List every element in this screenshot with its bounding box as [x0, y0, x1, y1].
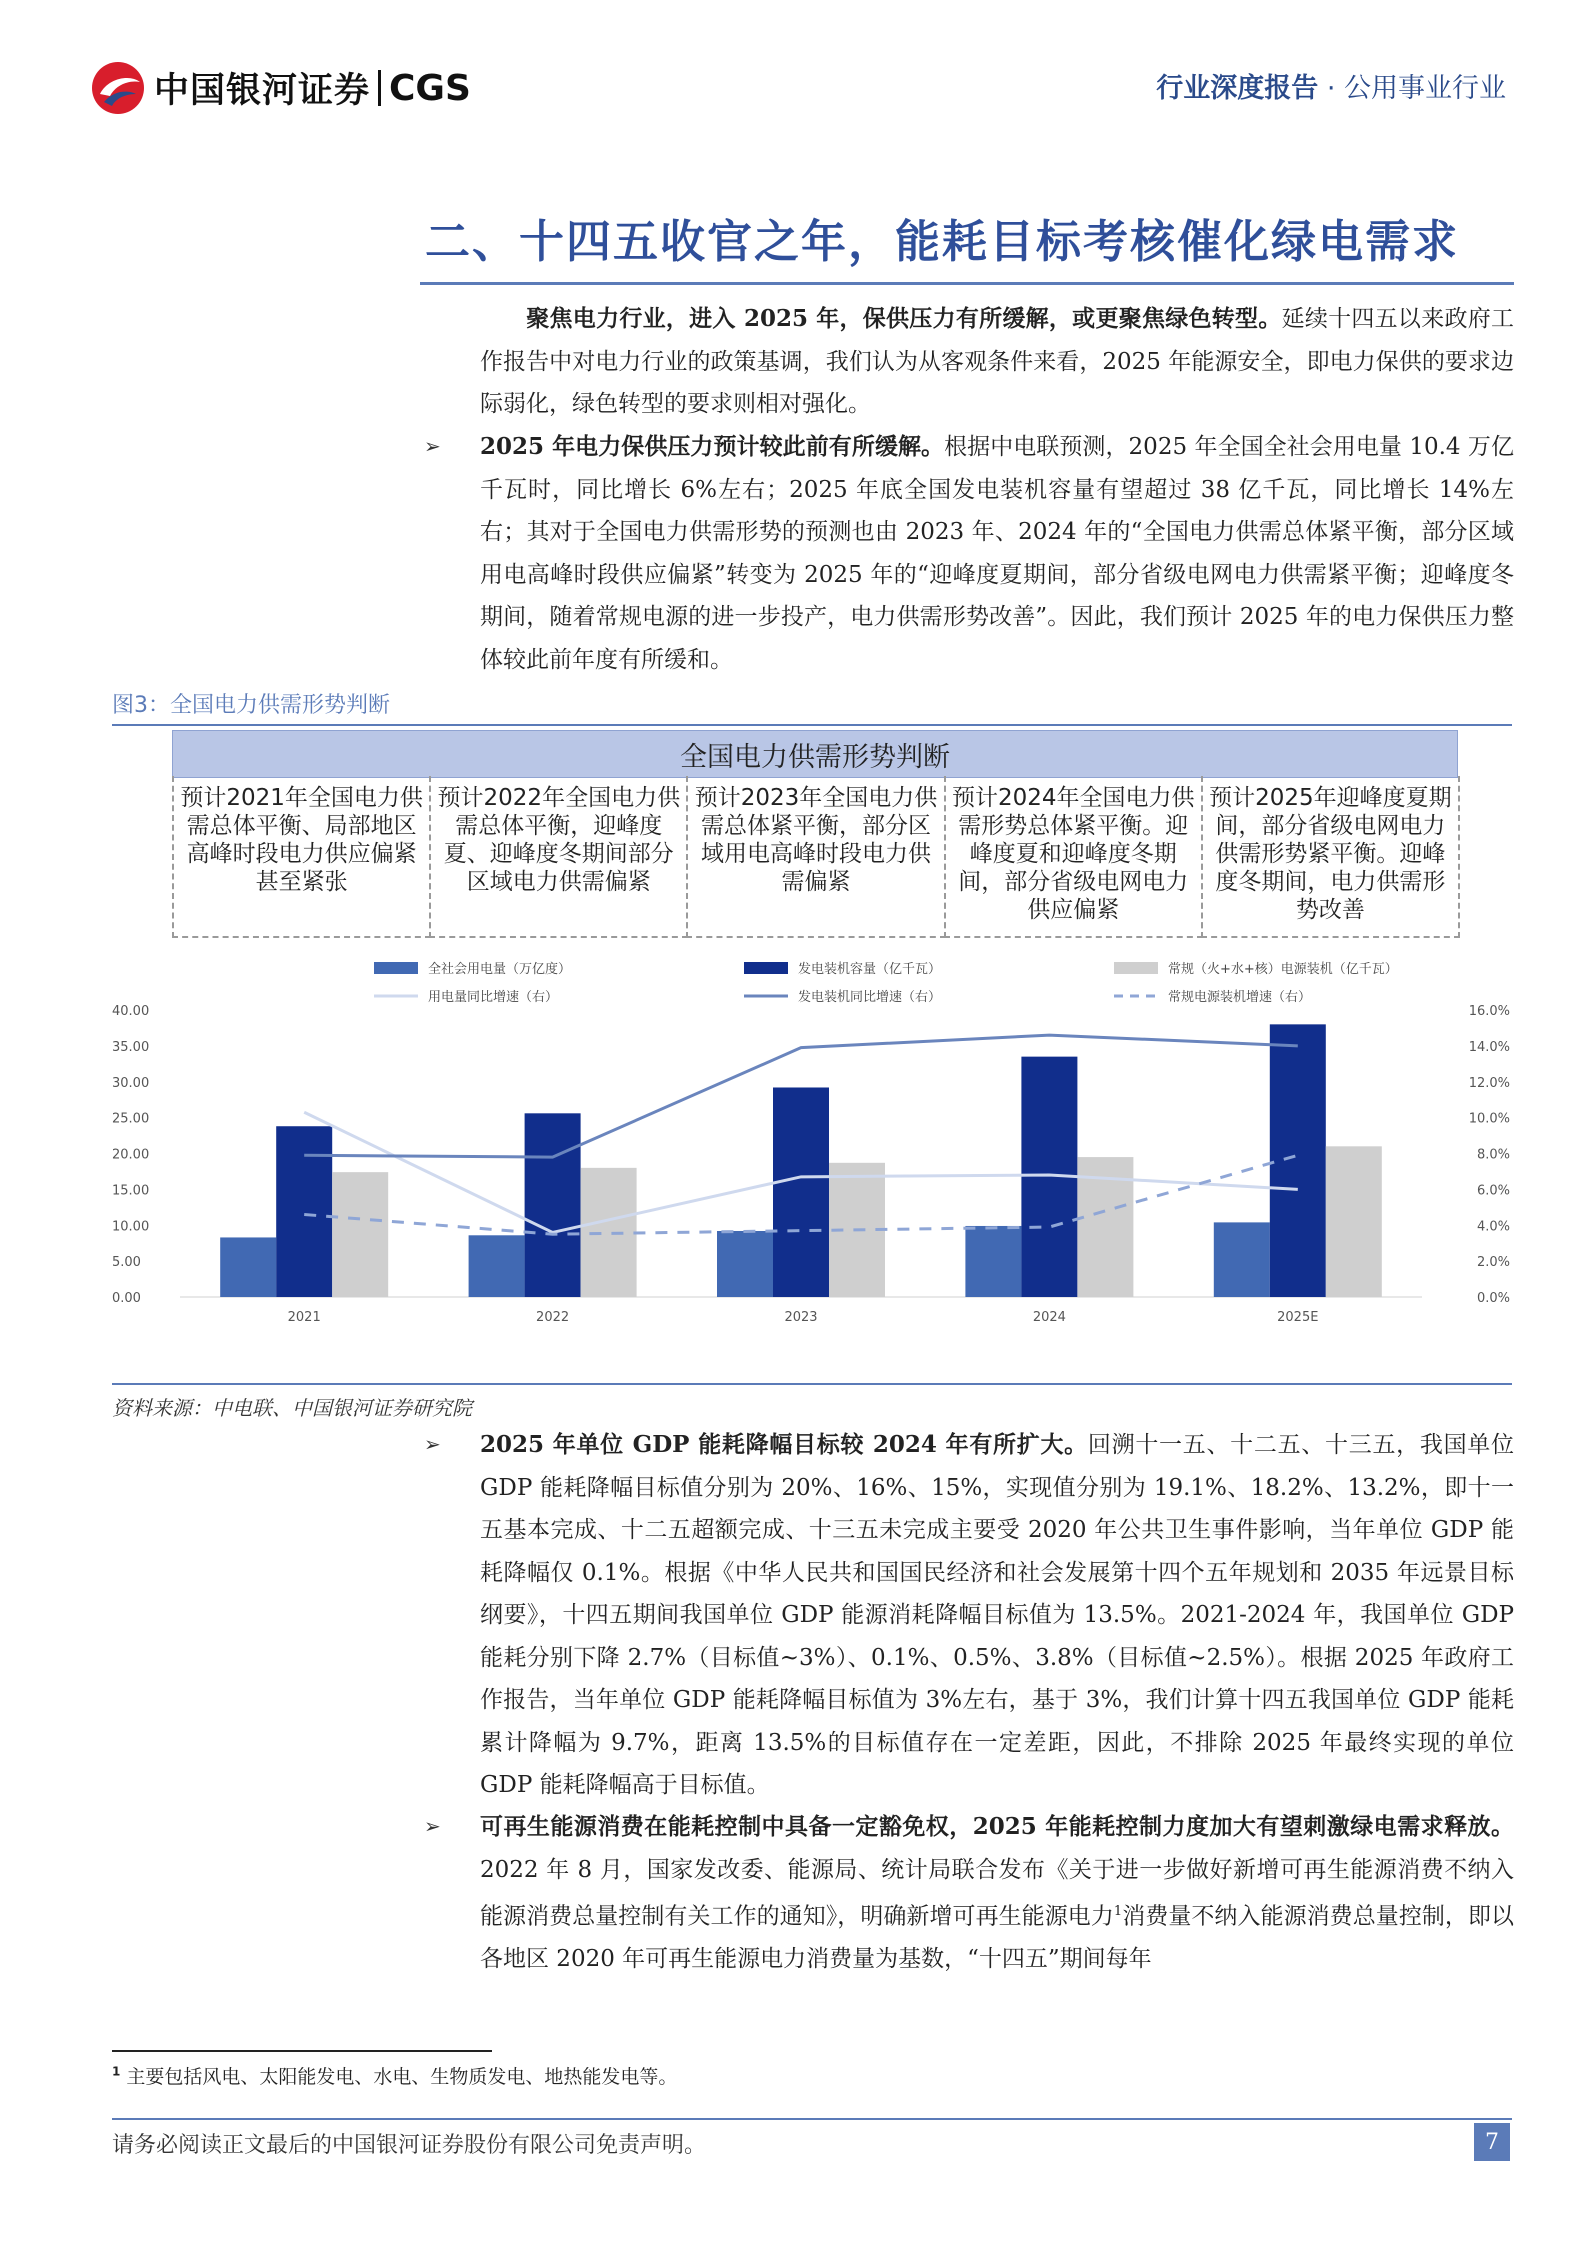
bar	[332, 1172, 388, 1297]
page-number: 7	[1474, 2123, 1510, 2161]
y-tick-label: 35.00	[112, 1039, 150, 1055]
bullet1-text: 根据中电联预测，2025 年全国全社会用电量 10.4 万亿千瓦时，同比增长 6%左右；2025 年底全国发电装机容量有望超过 38 亿千瓦，同比增长 14%左右；其对于全国电力供需形势的预测也由 2023 年、2024 年的“全国电力供需总体紧平衡，部分区域用电高峰时段供应偏紧”转变为 2025 年的“迎峰度夏期间，部分省级电网电力供需紧平衡；迎峰度冬期间，随着常规电源的进一步投产，电力供需形势改善”。因此，我们预计 2025 年的电力保供压力整体较此前年度有所缓和。	[480, 434, 1514, 673]
y-tick-label: 30.00	[112, 1075, 150, 1091]
y2-tick-label: 16.0%	[1468, 1004, 1510, 1019]
bullet3-text-a: 2022 年 8 月，国家发改委、能源局、统计局联合发布《关于进一步做好新增可再生能源消费不纳入能源消费总量控制有关工作的通知》，明确新增可再生能源电力	[480, 1856, 1514, 1930]
y2-tick-label: 8.0%	[1476, 1147, 1510, 1163]
legend-swatch	[1114, 962, 1158, 974]
bar	[1214, 1222, 1270, 1297]
x-tick-label: 2024	[1032, 1310, 1066, 1325]
panel-title: 全国电力供需形势判断	[172, 730, 1458, 778]
bar	[1270, 1024, 1326, 1297]
y-tick-label: 5.00	[112, 1255, 141, 1271]
y2-tick-label: 6.0%	[1476, 1183, 1510, 1199]
report-type: 行业深度报告	[1156, 73, 1319, 104]
bar	[581, 1168, 637, 1297]
footnote-ref[interactable]: 1	[1113, 1904, 1123, 1919]
bullet-icon: ➢	[424, 1432, 441, 1456]
logo-en: CGS	[389, 67, 471, 109]
bar	[469, 1235, 525, 1297]
footnote	[112, 2062, 677, 2089]
legend-label: 发电装机容量（亿千瓦）	[798, 962, 942, 977]
bullet-paragraph-1	[480, 426, 1514, 681]
bullet2-bold: 2025 年单位 GDP 能耗降幅目标较 2024 年有所扩大。	[480, 1431, 1088, 1458]
bullet3-text-b: 消费量不纳入能源消费总量控制，即以各地区 2020 年可再生能源电力消费量为基数，“十四五”期间每年	[480, 1903, 1515, 1973]
bullet-icon: ➢	[424, 1814, 441, 1838]
legend-label: 全社会用电量（万亿度）	[428, 962, 572, 977]
legend-label: 常规（火+水+核）电源装机（亿千瓦）	[1168, 962, 1398, 977]
legend-label: 用电量同比增速（右）	[428, 990, 559, 1005]
footer-disclaimer: 请务必阅读正文最后的中国银河证券股份有限公司免责声明。	[112, 2133, 707, 2158]
forecast-panel-2021: 预计2021年全国电力供需总体平衡、局部地区高峰时段电力供应偏紧甚至紧张	[172, 776, 431, 938]
bar	[965, 1226, 1021, 1297]
y-tick-label: 10.00	[112, 1219, 150, 1235]
bar	[717, 1231, 773, 1297]
bullet2-text: 回溯十一五、十二五、十三五，我国单位 GDP 能耗降幅目标值分别为 20%、16%、15%，实现值分别为 19.1%、18.2%、13.2%，即十一五基本完成、十二五超额完成、十三五未完成主要受 2020 年公共卫生事件影响，当年单位 GDP 能耗降幅仅 0.1%。根据《中华人民共和国国民经济和社会发展第十四个五年规划和 2035 年远景目标纲要》，十四五期间我国单位 GDP 能源消耗降幅目标值为 13.5%。2021-2024 年，我国单位 GDP 能耗分别下降 2.7%（目标值~3%）、0.1%、0.5%、3.8%（目标值~2.5%）。根据 2025 年政府工作报告，当年单位 GDP 能耗降幅目标值为 3%左右，基于 3%，我们计算十四五我国单位 GDP 能耗累计降幅为 9.7%，距离 13.5%的目标值存在一定差距，因此，不排除 2025 年最终实现的单位 GDP 能耗降幅高于目标值。	[480, 1432, 1515, 1798]
bullet1-bold: 2025 年电力保供压力预计较此前有所缓解。	[480, 433, 945, 460]
y-tick-label: 0.00	[112, 1291, 141, 1306]
figure-source: 资料来源：中电联、中国银河证券研究院	[112, 1396, 472, 1420]
industry: 公用事业行业	[1344, 73, 1506, 104]
figure-top-rule	[112, 724, 1512, 726]
x-tick-label: 2023	[784, 1310, 818, 1325]
bar	[276, 1126, 332, 1297]
logo-separator	[378, 70, 381, 106]
forecast-panel-2023: 预计2023年全国电力供需总体紧平衡，部分区域用电高峰时段电力供需偏紧	[686, 776, 945, 938]
legend-swatch	[744, 962, 788, 974]
y2-tick-label: 2.0%	[1476, 1255, 1510, 1271]
header-report-info	[1156, 66, 1506, 105]
y-tick-label: 15.00	[112, 1183, 150, 1199]
legend-label: 常规电源装机增速（右）	[1168, 990, 1312, 1005]
section-divider	[420, 282, 1514, 285]
footer-divider	[112, 2118, 1512, 2120]
y2-tick-label: 4.0%	[1476, 1219, 1510, 1235]
figure-caption: 图3：全国电力供需形势判断	[112, 693, 390, 718]
x-tick-label: 2025E	[1277, 1310, 1319, 1325]
y2-tick-label: 10.0%	[1468, 1111, 1510, 1127]
y-tick-label: 40.00	[112, 1004, 150, 1019]
x-tick-label: 2021	[287, 1310, 321, 1325]
intro-paragraph	[480, 298, 1514, 426]
figure-bottom-rule	[112, 1383, 1512, 1385]
intro-bold: 聚焦电力行业，进入 2025 年，保供压力有所缓解，或更聚焦绿色转型。	[526, 305, 1282, 332]
intro-text: 延续十四五以来政府工作报告中对电力行业的政策基调，我们认为从客观条件来看，2025 年能源安全，即电力保供的要求边际弱化，绿色转型的要求则相对强化。	[480, 306, 1515, 417]
forecast-panel-2022: 预计2022年全国电力供需总体平衡，迎峰度夏、迎峰度冬期间部分区域电力供需偏紧	[429, 776, 688, 938]
chart-bars	[220, 1024, 1382, 1297]
bar	[220, 1237, 276, 1297]
bullet-icon: ➢	[424, 434, 441, 458]
y2-tick-label: 0.0%	[1476, 1291, 1510, 1306]
bullet3-bold: 可再生能源消费在能耗控制中具备一定豁免权，2025 年能耗控制力度加大有望刺激绿电需求释放。	[480, 1813, 1514, 1840]
cgs-logo-icon	[90, 60, 146, 116]
bullet-paragraph-2	[480, 1424, 1514, 1807]
chart-legend	[374, 961, 1398, 1005]
y-tick-label: 25.00	[112, 1111, 150, 1127]
y2-tick-label: 14.0%	[1468, 1039, 1510, 1055]
y2-tick-label: 12.0%	[1468, 1075, 1510, 1091]
supply-demand-chart	[112, 950, 1512, 1380]
legend-label: 发电装机同比增速（右）	[798, 990, 942, 1005]
footnote-mark: 1	[112, 2064, 121, 2079]
footnote-text: 主要包括风电、太阳能发电、水电、生物质发电、地热能发电等。	[126, 2066, 678, 2088]
bar	[1326, 1146, 1382, 1297]
bar	[525, 1113, 581, 1297]
x-tick-label: 2022	[536, 1310, 570, 1325]
forecast-panels	[172, 776, 1458, 938]
header-dot: ·	[1326, 73, 1336, 104]
logo	[90, 58, 471, 118]
y-tick-label: 20.00	[112, 1147, 150, 1163]
section-title: 二、十四五收官之年，能耗目标考核催化绿电需求	[425, 215, 1460, 268]
logo-cn: 中国银河证券	[154, 71, 371, 111]
forecast-panel-2025: 预计2025年迎峰度夏期间，部分省级电网电力供需形势紧平衡。迎峰度冬期间，电力供需形势改善	[1201, 776, 1460, 938]
legend-swatch	[374, 962, 418, 974]
bar	[773, 1087, 829, 1297]
footnote-divider	[112, 2050, 492, 2052]
forecast-panel-2024: 预计2024年全国电力供需形势总体紧平衡。迎峰度夏和迎峰度冬期间，部分省级电网电力供应偏紧	[944, 776, 1203, 938]
bullet-paragraph-3	[480, 1806, 1514, 1981]
